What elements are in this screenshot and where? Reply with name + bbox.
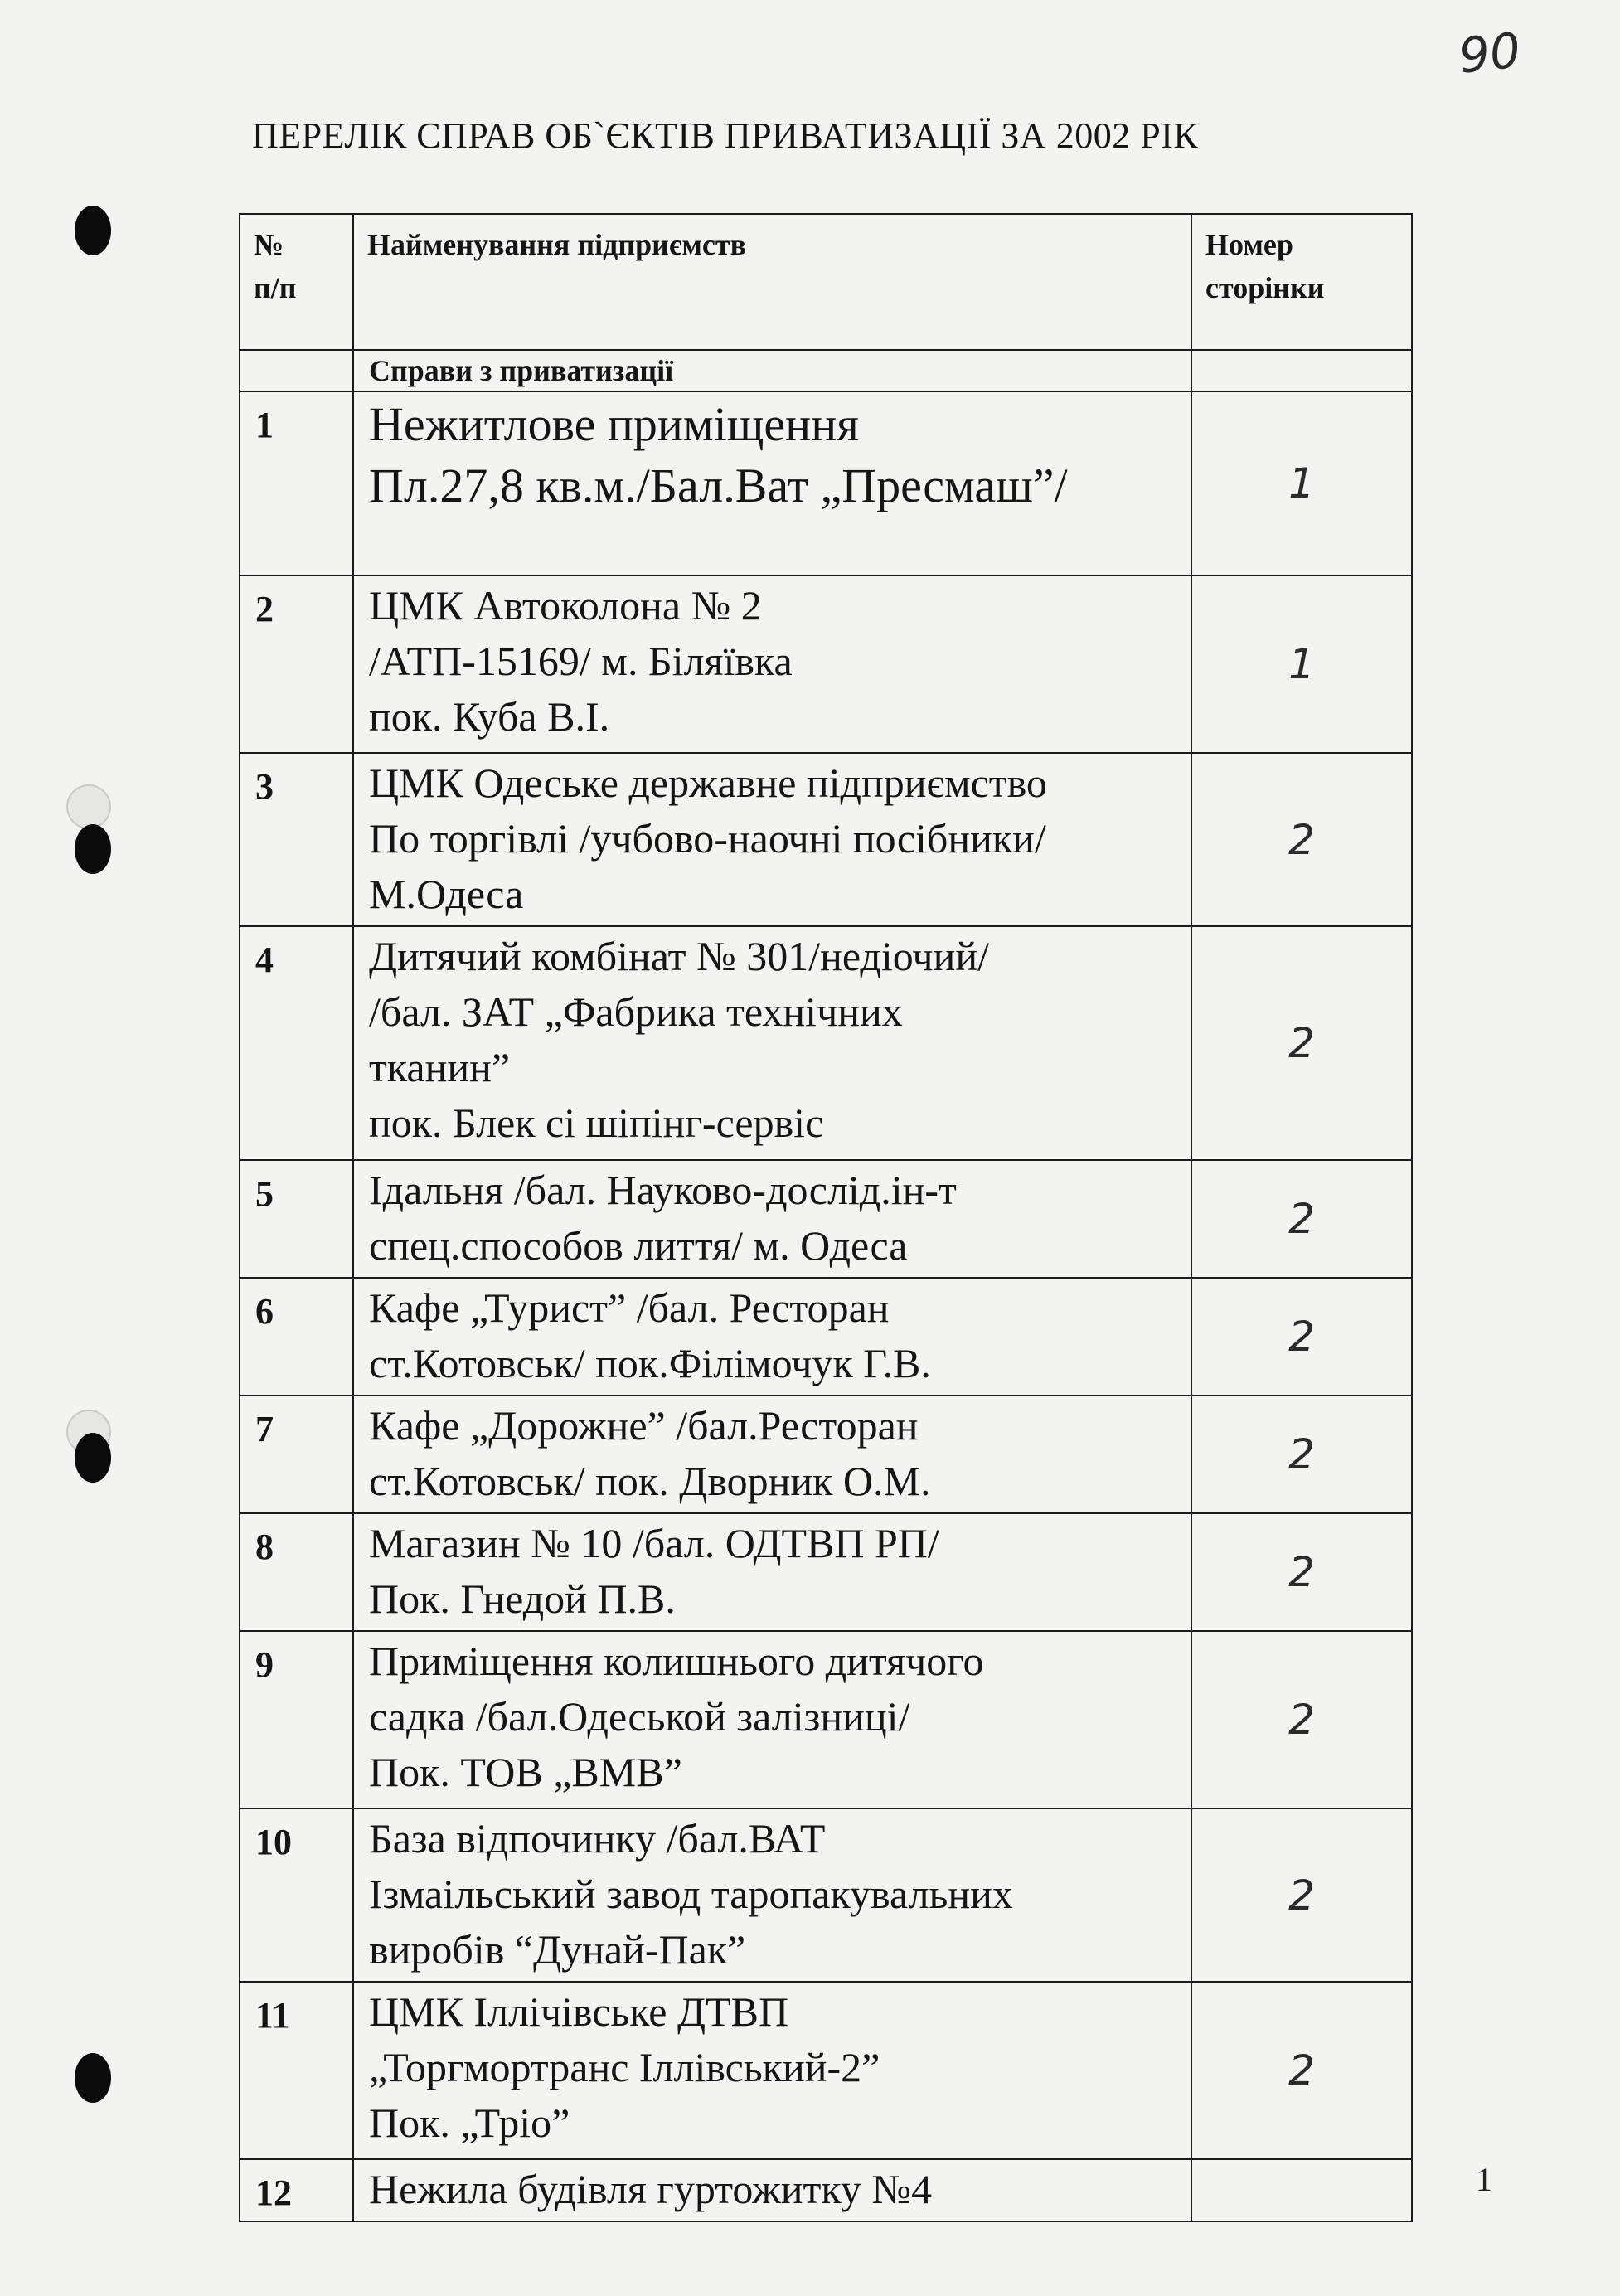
- table-row: [240, 1808, 1412, 1982]
- enterprise-name: [354, 1514, 1191, 1630]
- enterprise-name-line: ЦМК Одеське державне підприємство: [369, 760, 1047, 806]
- row-name-cell: [353, 2159, 1191, 2221]
- enterprise-name: [354, 927, 1191, 1154]
- row-page-cell: [1191, 753, 1412, 926]
- row-number-cell: [240, 575, 353, 753]
- row-page-cell: [1191, 2159, 1412, 2221]
- row-page-cell: [1191, 1278, 1412, 1396]
- enterprise-name-line: „Торгмортранс Іллівський-2”: [369, 2044, 880, 2090]
- enterprise-name-line: пок. Блек сі шіпінг-сервіс: [369, 1099, 824, 1146]
- row-page-cell: [1191, 1631, 1412, 1808]
- table-row: [240, 753, 1412, 926]
- handwritten-page-number: 2: [1288, 1019, 1315, 1067]
- handwritten-archive-number: 90: [1456, 22, 1524, 85]
- handwritten-page-number: 2: [1288, 1871, 1315, 1920]
- table-row: [240, 1278, 1412, 1396]
- row-number-cell: [240, 1396, 353, 1513]
- row-page-cell: [1191, 575, 1412, 753]
- enterprise-name-line: Пок. ТОВ „ВМВ”: [369, 1749, 682, 1795]
- row-name-cell: [353, 1278, 1191, 1396]
- enterprise-name-line: ЦМК Автоколона № 2: [369, 582, 762, 629]
- enterprise-name-line: Дитячий комбінат № 301/недіочий/: [369, 933, 989, 979]
- row-number: 11: [255, 1995, 290, 2036]
- row-number-cell: [240, 926, 353, 1160]
- row-number: 10: [255, 1822, 292, 1862]
- row-number: 2: [255, 589, 274, 629]
- row-name-cell: [353, 1396, 1191, 1513]
- row-name-cell: [353, 391, 1191, 575]
- row-name-cell: [353, 1631, 1191, 1808]
- row-number-cell: [240, 1278, 353, 1396]
- enterprise-name-line: Пок. Гнедой П.В.: [369, 1575, 676, 1622]
- enterprise-name: [354, 1279, 1191, 1395]
- enterprise-name-line: Нежила будівля гуртожитку №4: [369, 2166, 933, 2212]
- punch-hole-icon: [75, 824, 111, 874]
- row-page-cell: [1191, 1982, 1412, 2159]
- enterprise-name-line: садка /бал.Одеськой залізниці/: [369, 1693, 910, 1740]
- row-name-cell: [353, 1160, 1191, 1278]
- punch-hole-icon: [75, 2053, 111, 2103]
- table-row: [240, 1160, 1412, 1278]
- enterprise-name-line: Пок. „Тріо”: [369, 2099, 570, 2146]
- enterprise-name-line: М.Одеса: [369, 871, 524, 917]
- handwritten-page-number: 2: [1288, 1696, 1315, 1744]
- row-name-cell: [353, 575, 1191, 753]
- section-empty-cell: [240, 350, 353, 391]
- row-number-cell: [240, 2159, 353, 2221]
- section-empty-cell: [1191, 350, 1412, 391]
- section-label: Справи з приватизації: [369, 354, 674, 387]
- row-page-cell: [1191, 926, 1412, 1160]
- document-title: ПЕРЕЛІК СПРАВ ОБ`ЄКТІВ ПРИВАТИЗАЦІЇ ЗА 2002 РІК: [252, 115, 1199, 156]
- row-name-cell: [353, 1982, 1191, 2159]
- enterprise-name: [354, 1983, 1191, 2154]
- handwritten-page-number: 2: [1288, 1313, 1315, 1361]
- row-number: 12: [255, 2172, 292, 2213]
- row-page-cell: [1191, 1513, 1412, 1631]
- enterprise-name-line: спец.способов лиття/ м. Одеса: [369, 1222, 908, 1269]
- enterprise-name-line: тканин”: [369, 1044, 511, 1090]
- row-number-cell: [240, 391, 353, 575]
- header-number-line1: №: [254, 228, 284, 261]
- row-name-cell: [353, 926, 1191, 1160]
- table-row: [240, 575, 1412, 753]
- table-row: [240, 1396, 1412, 1513]
- enterprise-name: [354, 1809, 1191, 1981]
- handwritten-page-number: 2: [1288, 815, 1315, 864]
- enterprise-name-line: Кафе „Дорожне” /бал.Ресторан: [369, 1402, 919, 1449]
- row-number-cell: [240, 1513, 353, 1631]
- enterprise-name-line: По торгівлі /учбово-наочні посібники/: [369, 815, 1046, 862]
- header-page-line1: Номер: [1205, 228, 1293, 261]
- row-page-cell: [1191, 1396, 1412, 1513]
- table-row: [240, 1631, 1412, 1808]
- row-page-cell: [1191, 1160, 1412, 1278]
- enterprise-name: [354, 1632, 1191, 1803]
- header-number-line2: п/п: [254, 271, 297, 304]
- enterprise-name-line: Магазин № 10 /бал. ОДТВП РП/: [369, 1520, 939, 1566]
- handwritten-page-number: 2: [1288, 1195, 1315, 1243]
- enterprise-name: [354, 754, 1191, 925]
- header-page-line2: сторінки: [1205, 271, 1325, 304]
- table-header-row: [240, 214, 1412, 350]
- row-number-cell: [240, 1808, 353, 1982]
- row-number: 1: [255, 405, 274, 445]
- enterprise-name-line: ЦМК Іллічівське ДТВП: [369, 1988, 789, 2035]
- enterprise-name: [354, 576, 1191, 748]
- row-page-cell: [1191, 1808, 1412, 1982]
- section-row: [240, 350, 1412, 391]
- handwritten-page-number: 2: [1288, 2046, 1315, 2095]
- page-number: 1: [1476, 2161, 1492, 2198]
- row-number: 9: [255, 1644, 274, 1685]
- enterprise-name-line: База відпочинку /бал.ВАТ: [369, 1815, 826, 1862]
- header-number: [240, 214, 353, 350]
- enterprise-name-line: Ідальня /бал. Науково-дослід.ін-т: [369, 1167, 957, 1213]
- table-row: [240, 1982, 1412, 2159]
- enterprise-name-line: /бал. ЗАТ „Фабрика технічних: [369, 988, 903, 1035]
- enterprise-name-line: пок. Куба В.І.: [369, 693, 610, 740]
- enterprise-name-line: ст.Котовськ/ пок.Філімочук Г.В.: [369, 1340, 931, 1386]
- table-row: [240, 391, 1412, 575]
- row-number: 7: [255, 1409, 274, 1449]
- table-row: [240, 926, 1412, 1160]
- row-number: 4: [255, 939, 274, 980]
- row-number: 5: [255, 1173, 274, 1214]
- enterprise-name-line: Пл.27,8 кв.м./Бал.Ват „Пресмаш”/: [369, 459, 1068, 512]
- header-name-text: Найменування підприємств: [367, 228, 747, 261]
- row-number-cell: [240, 1982, 353, 2159]
- section-label-cell: [353, 350, 1191, 391]
- enterprise-name-line: ст.Котовськ/ пок. Дворник О.М.: [369, 1458, 931, 1504]
- enterprise-name-line: /АТП-15169/ м. Біляївка: [369, 638, 793, 684]
- row-name-cell: [353, 1808, 1191, 1982]
- enterprise-name-line: виробів “Дунай-Пак”: [369, 1926, 746, 1973]
- handwritten-page-number: 2: [1288, 1548, 1315, 1596]
- handwritten-page-number: 1: [1288, 459, 1315, 507]
- enterprise-name: [354, 1161, 1191, 1277]
- row-number-cell: [240, 1160, 353, 1278]
- punch-hole-icon: [66, 784, 111, 829]
- row-number: 3: [255, 766, 274, 807]
- enterprise-name-line: Нежитлове приміщення: [369, 397, 859, 451]
- enterprise-name-line: Приміщення колишнього дитячого: [369, 1638, 984, 1684]
- handwritten-page-number: 1: [1288, 640, 1315, 688]
- row-number-cell: [240, 753, 353, 926]
- header-name: [353, 214, 1191, 350]
- privatization-register-table: [239, 213, 1413, 2222]
- header-page: [1191, 214, 1412, 350]
- table-row: [240, 1513, 1412, 1631]
- enterprise-name: [354, 1396, 1191, 1512]
- enterprise-name-line: Ізмаільський завод таропакувальних: [369, 1871, 1013, 1917]
- punch-hole-icon: [75, 1433, 111, 1483]
- enterprise-name: [354, 392, 1191, 520]
- row-page-cell: [1191, 391, 1412, 575]
- row-name-cell: [353, 1513, 1191, 1631]
- row-number: 6: [255, 1291, 274, 1332]
- enterprise-name: [354, 2160, 1191, 2221]
- punch-hole-icon: [75, 206, 111, 255]
- row-name-cell: [353, 753, 1191, 926]
- enterprise-name-line: Кафе „Турист” /бал. Ресторан: [369, 1284, 890, 1331]
- handwritten-page-number: 2: [1288, 1430, 1315, 1478]
- row-number: 8: [255, 1527, 274, 1567]
- row-number-cell: [240, 1631, 353, 1808]
- table-row: [240, 2159, 1412, 2221]
